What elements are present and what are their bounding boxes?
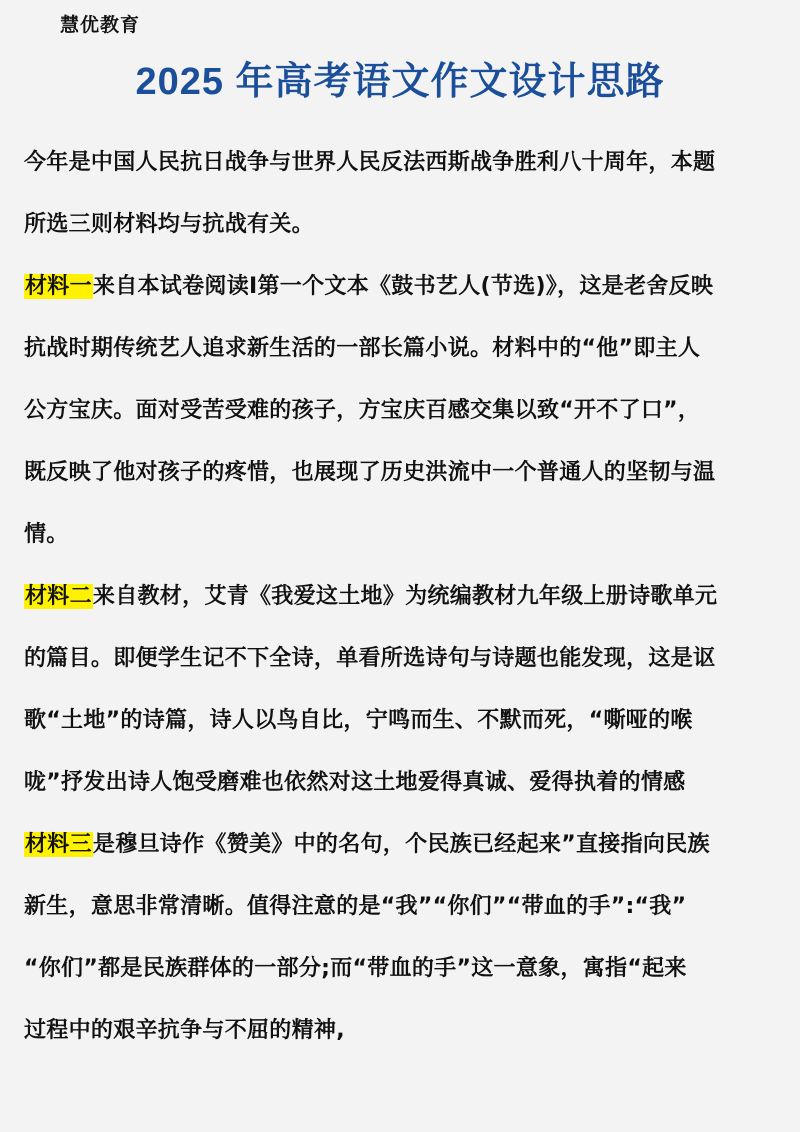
paragraph-line: 既反映了他对孩子的疼惜，也展现了历史洪流中一个普通人的坚韧与温: [24, 460, 716, 485]
paragraph-line: 过程中的艰辛抗争与不屈的精神,: [24, 1018, 345, 1043]
paragraph-line: 的篇目。即便学生记不下全诗，单看所选诗句与诗题也能发现，这是讴: [24, 646, 716, 671]
paragraph-line: 抗战时期传统艺人追求新生活的一部长篇小说。材料中的“他”即主人: [24, 336, 701, 361]
paragraph-line: [24, 256, 780, 318]
paragraph-line: 咙”抒发出诗人饱受磨难也依然对这土地爱得真诚、爱得执着的情感: [24, 770, 686, 795]
paragraph-line: 情。: [24, 522, 69, 547]
paragraph-line: [24, 566, 780, 628]
paragraph-line-text: 来自本试卷阅读Ⅰ第一个文本《鼓书艺人(节选)》，这是老舍反映: [92, 274, 714, 299]
material-three-marker: 材料三: [25, 832, 92, 857]
paragraph-line: 歌“土地”的诗篇，诗人以鸟自比，宁鸣而生、不默而死，“嘶哑的喉: [24, 708, 693, 733]
paragraph-line: 公方宝庆。面对受苦受难的孩子，方宝庆百感交集以致“开不了口”，: [24, 398, 701, 423]
paragraph-line: [24, 814, 780, 876]
paragraph-line: 今年是中国人民抗日战争与世界人民反法西斯战争胜利八十周年，本题: [24, 150, 716, 175]
material-one-marker: 材料一: [25, 274, 92, 299]
paragraph-line: “你们”都是民族群体的一部分;而“带血的手”这一意象，寓指“起来: [24, 956, 687, 981]
paragraph-line: 新生，意思非常清晰。值得注意的是“我”“你们”“带血的手”:“我”: [24, 894, 687, 919]
paragraph-line-text: 是穆旦诗作《赞美》中的名句，个民族已经起来”直接指向民族: [92, 832, 710, 857]
material-two-marker: 材料二: [25, 584, 92, 609]
paragraph-line-text: 来自教材，艾青《我爱这土地》为统编教材九年级上册诗歌单元: [92, 584, 718, 609]
paragraph-line: 所选三则材料均与抗战有关。: [24, 212, 314, 237]
brand-name: 慧优教育: [60, 14, 141, 36]
page-title: 2025 年高考语文作文设计思路: [135, 61, 665, 103]
article-body: [24, 132, 780, 1062]
